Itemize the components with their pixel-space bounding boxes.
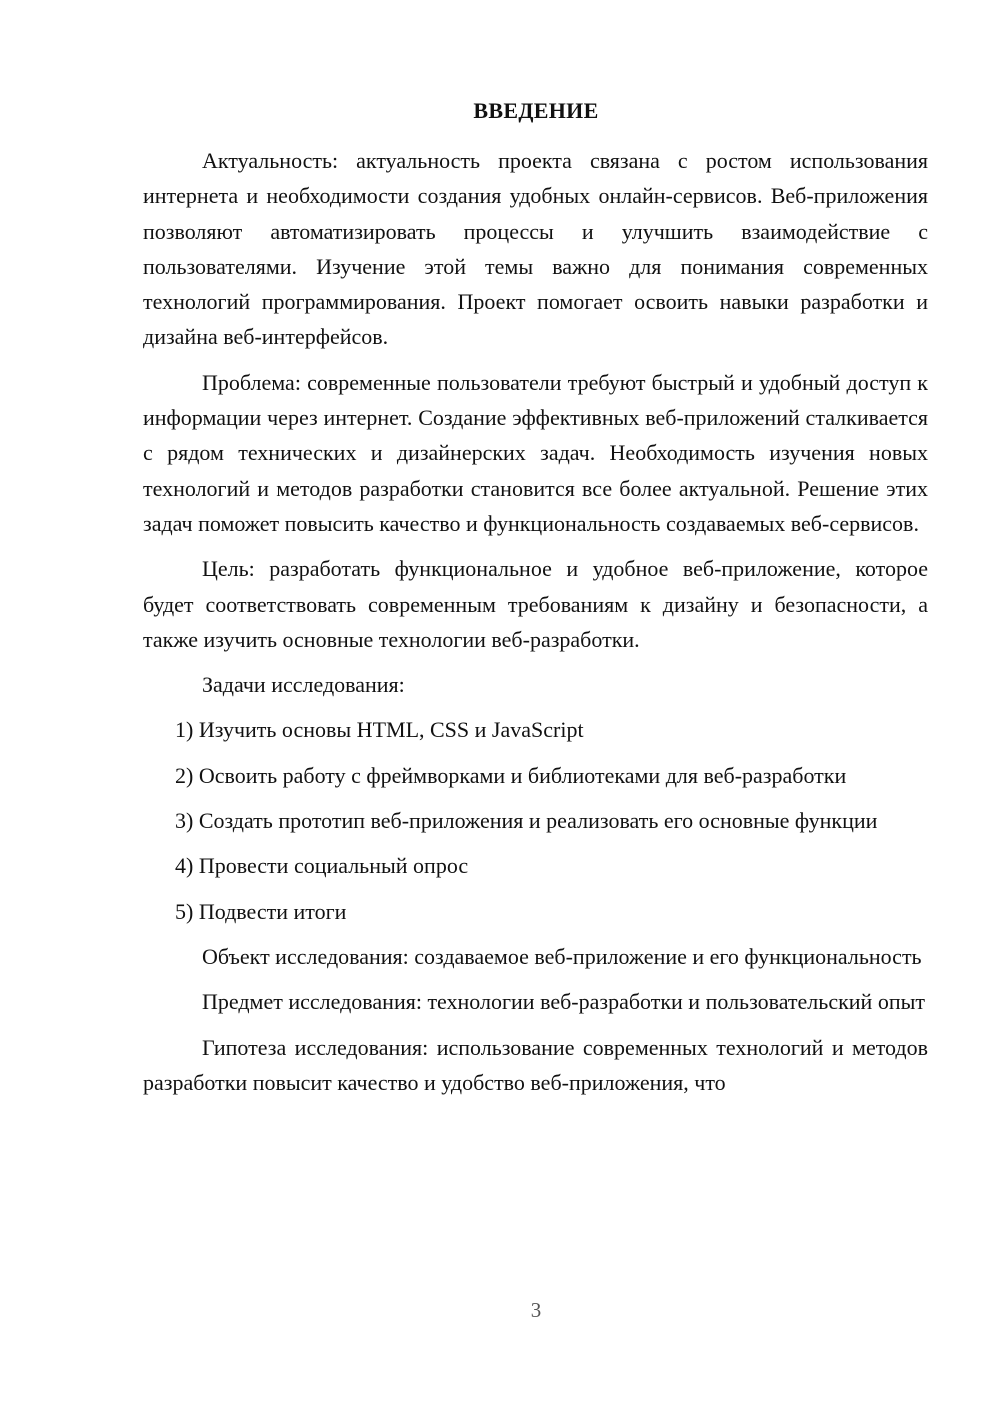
- paragraph-object: Объект исследования: создаваемое веб-приложение и его функциональность: [202, 943, 922, 969]
- task-item-3: 3) Создать прототип веб-приложения и реализовать его основные функции: [175, 808, 878, 834]
- paragraph-goal: Цель: разработать функциональное и удобное веб-приложение, которое будет соответствовать современным требованиям к дизайну и безопасности, а также изучить основные технологии веб-разработки.: [143, 556, 928, 652]
- document-body: [143, 143, 928, 1110]
- paragraph-hypothesis: Гипотеза исследования: использование современных технологий и методов разработки повысит качество и удобство веб-приложения, что: [143, 1034, 928, 1095]
- paragraph-tasks-heading: Задачи исследования:: [202, 672, 405, 698]
- paragraph-subject: Предмет исследования: технологии веб-разработки и пользовательский опыт: [202, 989, 925, 1015]
- paragraph-relevance: Актуальность: актуальность проекта связана с ростом использования интернета и необходимости создания удобных онлайн-сервисов. Веб-приложения позволяют автоматизировать процессы и улучшить взаимодействие с пользователями. Изучение этой темы важно для понимания современных технологий программирования. Проект помогает освоить навыки разработки и дизайна веб-интерфейсов.: [143, 148, 928, 350]
- paragraph-problem: Проблема: современные пользователи требуют быстрый и удобный доступ к информации через интернет. Создание эффективных веб-приложений сталкивается с рядом технических и дизайнерских задач. Необходимость изучения новых технологий и методов разработки становится все более актуальной. Решение этих задач поможет повысить качество и функциональность создаваемых веб-сервисов.: [143, 369, 928, 536]
- task-item-5: 5) Подвести итоги: [175, 898, 347, 924]
- task-item-4: 4) Провести социальный опрос: [175, 853, 469, 879]
- page-title: ВВЕДЕНИЕ: [473, 98, 599, 123]
- task-item-1: 1) Изучить основы HTML, CSS и JavaScript: [175, 717, 584, 743]
- task-item-2: 2) Освоить работу с фреймворками и библиотеками для веб-разработки: [175, 762, 847, 788]
- page-number: 3: [530, 1298, 542, 1322]
